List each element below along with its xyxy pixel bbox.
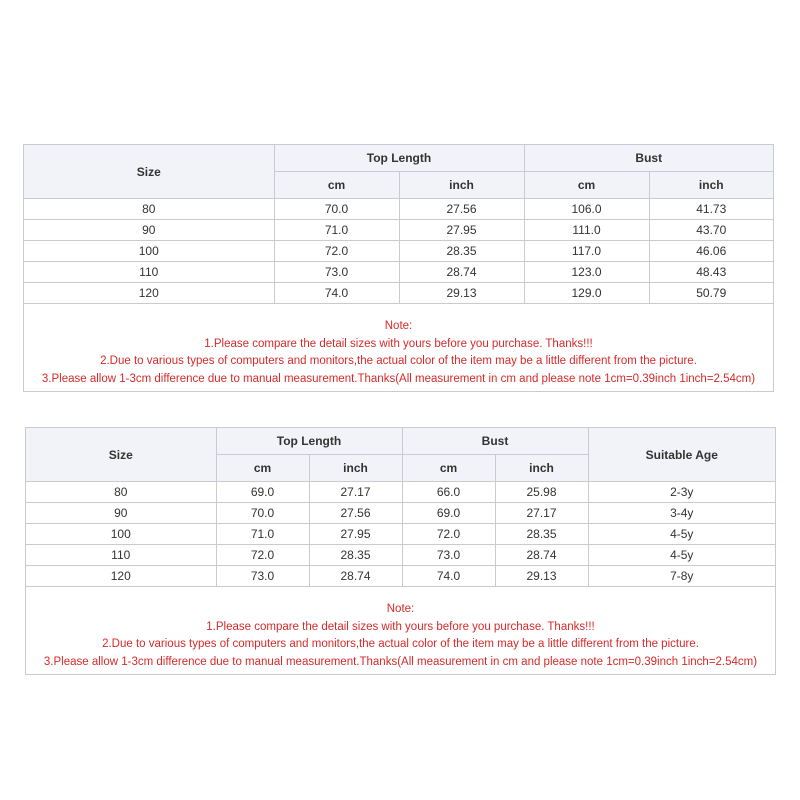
table-row bbox=[26, 482, 775, 503]
column-header-top-length: Top Length bbox=[274, 145, 524, 172]
cell-bust-cm: 106.0 bbox=[524, 199, 649, 220]
cell-top-length-inch: 27.95 bbox=[399, 220, 524, 241]
cell-size: 80 bbox=[24, 199, 274, 220]
note-line-1: 1.Please compare the detail sizes with yours before you purchase. Thanks!!! bbox=[204, 337, 593, 350]
cell-size: 90 bbox=[26, 503, 216, 524]
cell-bust-cm: 69.0 bbox=[402, 503, 495, 524]
size-chart-1 bbox=[23, 144, 774, 392]
table-header-row bbox=[26, 428, 775, 455]
column-header-inch: inch bbox=[495, 455, 588, 482]
table-header-row bbox=[24, 145, 773, 172]
cell-bust-cm: 74.0 bbox=[402, 566, 495, 587]
table-row bbox=[24, 220, 773, 241]
column-header-cm: cm bbox=[274, 172, 399, 199]
cell-top-length-cm: 73.0 bbox=[274, 262, 399, 283]
size-note bbox=[26, 587, 775, 671]
column-header-top-length: Top Length bbox=[216, 428, 402, 455]
size-note bbox=[24, 304, 773, 388]
size-table bbox=[24, 145, 773, 304]
table-row bbox=[24, 262, 773, 283]
note-line-3: 3.Please allow 1-3cm difference due to manual measurement.Thanks(All measurement in cm and please note 1cm=0.39inch 1inch=2.54cm) bbox=[43, 655, 758, 668]
cell-bust-inch: 43.70 bbox=[649, 220, 773, 241]
column-header-size: Size bbox=[24, 145, 274, 199]
cell-size: 110 bbox=[24, 262, 274, 283]
cell-top-length-cm: 69.0 bbox=[216, 482, 309, 503]
table-row bbox=[24, 241, 773, 262]
cell-top-length-cm: 70.0 bbox=[216, 503, 309, 524]
note-line-2: 2.Due to various types of computers and monitors,the actual color of the item may be a little different from the picture. bbox=[100, 355, 697, 367]
cell-bust-inch: 25.98 bbox=[495, 482, 588, 503]
cell-suitable-age: 4-5y bbox=[588, 524, 775, 545]
cell-suitable-age: 7-8y bbox=[588, 566, 775, 587]
note-title: Note: bbox=[386, 603, 415, 615]
size-table bbox=[26, 428, 775, 587]
cell-top-length-inch: 28.35 bbox=[309, 545, 402, 566]
table-row bbox=[26, 524, 775, 545]
column-header-cm: cm bbox=[524, 172, 649, 199]
cell-top-length-inch: 27.95 bbox=[309, 524, 402, 545]
cell-size: 80 bbox=[26, 482, 216, 503]
cell-top-length-cm: 72.0 bbox=[274, 241, 399, 262]
cell-size: 110 bbox=[26, 545, 216, 566]
cell-size: 100 bbox=[24, 241, 274, 262]
cell-top-length-cm: 73.0 bbox=[216, 566, 309, 587]
cell-suitable-age: 3-4y bbox=[588, 503, 775, 524]
cell-top-length-inch: 27.17 bbox=[309, 482, 402, 503]
column-header-size: Size bbox=[26, 428, 216, 482]
column-header-suitable-age: Suitable Age bbox=[588, 428, 775, 482]
cell-bust-inch: 28.35 bbox=[495, 524, 588, 545]
cell-bust-cm: 73.0 bbox=[402, 545, 495, 566]
cell-bust-inch: 48.43 bbox=[649, 262, 773, 283]
cell-top-length-cm: 71.0 bbox=[216, 524, 309, 545]
cell-bust-cm: 72.0 bbox=[402, 524, 495, 545]
note-line-1: 1.Please compare the detail sizes with yours before you purchase. Thanks!!! bbox=[206, 620, 595, 633]
table-row bbox=[26, 503, 775, 524]
column-header-bust: Bust bbox=[402, 428, 588, 455]
table-row bbox=[26, 545, 775, 566]
column-header-cm: cm bbox=[216, 455, 309, 482]
table-row bbox=[24, 199, 773, 220]
cell-top-length-inch: 29.13 bbox=[399, 283, 524, 304]
cell-bust-inch: 27.17 bbox=[495, 503, 588, 524]
cell-bust-cm: 129.0 bbox=[524, 283, 649, 304]
cell-top-length-inch: 28.35 bbox=[399, 241, 524, 262]
column-header-inch: inch bbox=[399, 172, 524, 199]
table-row bbox=[24, 283, 773, 304]
cell-bust-inch: 46.06 bbox=[649, 241, 773, 262]
cell-bust-cm: 117.0 bbox=[524, 241, 649, 262]
note-line-2: 2.Due to various types of computers and monitors,the actual color of the item may be a little different from the picture. bbox=[102, 638, 699, 650]
cell-size: 120 bbox=[24, 283, 274, 304]
cell-top-length-inch: 28.74 bbox=[399, 262, 524, 283]
cell-top-length-cm: 70.0 bbox=[274, 199, 399, 220]
table-row bbox=[26, 566, 775, 587]
cell-top-length-inch: 27.56 bbox=[399, 199, 524, 220]
note-title: Note: bbox=[384, 320, 413, 332]
cell-bust-inch: 29.13 bbox=[495, 566, 588, 587]
cell-suitable-age: 2-3y bbox=[588, 482, 775, 503]
cell-top-length-cm: 72.0 bbox=[216, 545, 309, 566]
note-line-3: 3.Please allow 1-3cm difference due to manual measurement.Thanks(All measurement in cm and please note 1cm=0.39inch 1inch=2.54cm) bbox=[41, 372, 756, 385]
cell-bust-inch: 41.73 bbox=[649, 199, 773, 220]
cell-top-length-cm: 71.0 bbox=[274, 220, 399, 241]
size-chart-2 bbox=[25, 427, 776, 675]
cell-bust-inch: 50.79 bbox=[649, 283, 773, 304]
cell-bust-cm: 66.0 bbox=[402, 482, 495, 503]
column-header-cm: cm bbox=[402, 455, 495, 482]
cell-bust-cm: 111.0 bbox=[524, 220, 649, 241]
cell-size: 120 bbox=[26, 566, 216, 587]
column-header-inch: inch bbox=[649, 172, 773, 199]
column-header-inch: inch bbox=[309, 455, 402, 482]
column-header-bust: Bust bbox=[524, 145, 773, 172]
cell-top-length-inch: 28.74 bbox=[309, 566, 402, 587]
cell-suitable-age: 4-5y bbox=[588, 545, 775, 566]
cell-bust-cm: 123.0 bbox=[524, 262, 649, 283]
cell-bust-inch: 28.74 bbox=[495, 545, 588, 566]
cell-top-length-inch: 27.56 bbox=[309, 503, 402, 524]
cell-top-length-cm: 74.0 bbox=[274, 283, 399, 304]
cell-size: 90 bbox=[24, 220, 274, 241]
cell-size: 100 bbox=[26, 524, 216, 545]
